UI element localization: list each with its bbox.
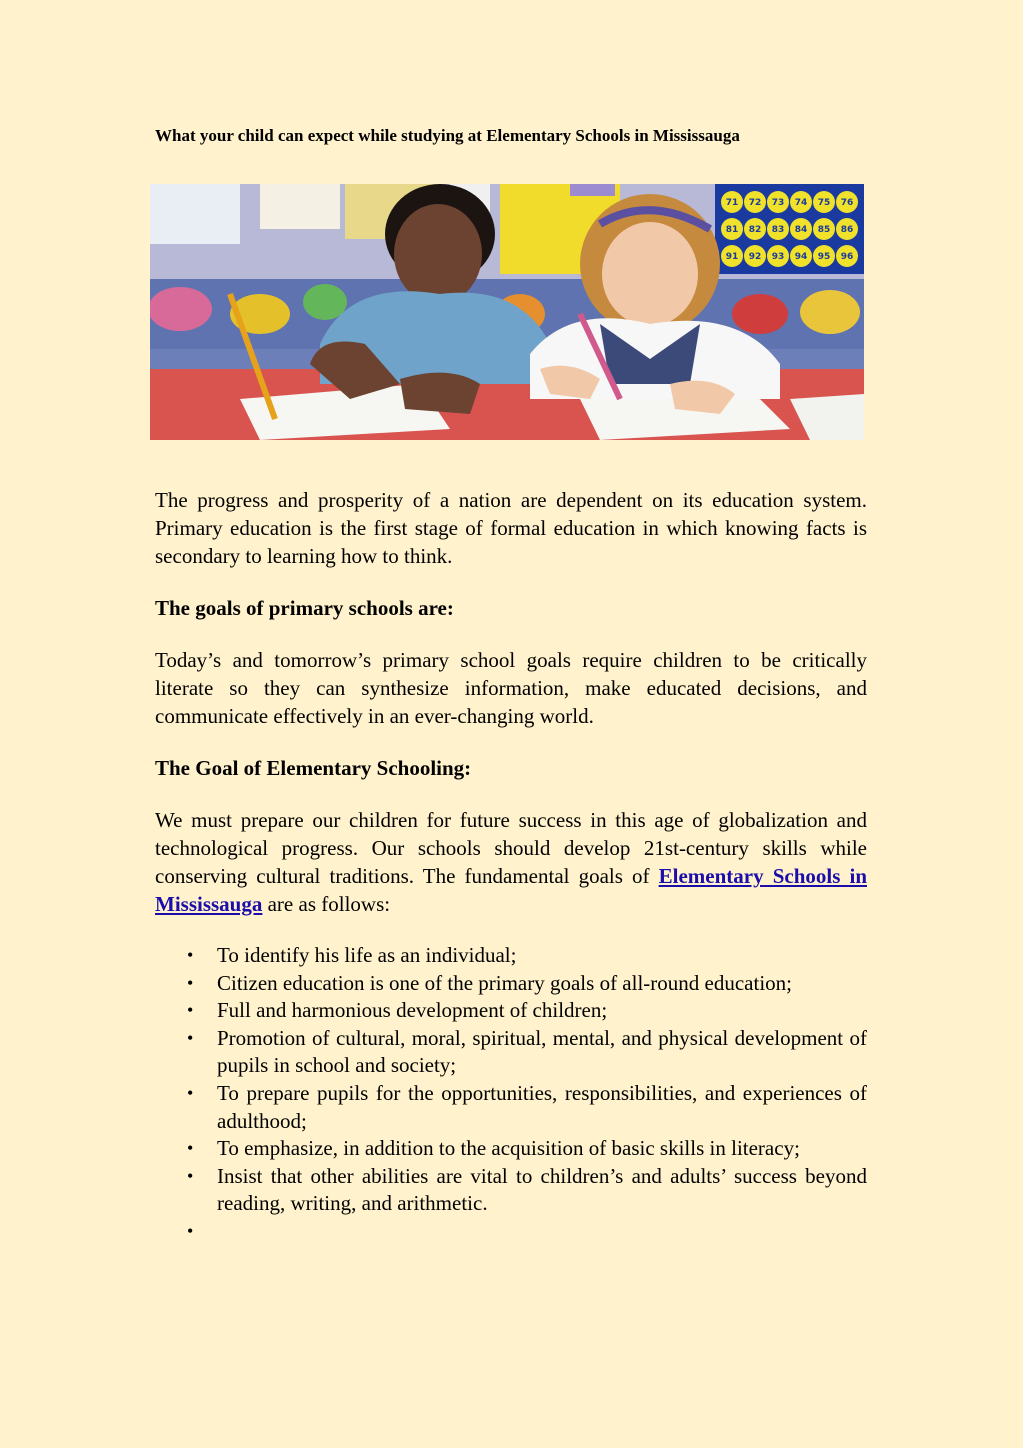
chart-number: 86 <box>840 225 854 235</box>
document-body <box>155 486 867 1246</box>
paragraph-text: We must prepare our children for future success in this age of globalization and technological progress. Our schools should develop 21st-century skills while conserving cultural traditions. The fundamental goals of <box>155 808 867 888</box>
chart-number: 94 <box>794 252 808 262</box>
goals-list <box>155 942 867 1246</box>
list-item: • Insist that other abilities are vital to children’s and adults’ success beyond reading, writing, and arithmetic. <box>217 1163 867 1218</box>
list-item: • Promotion of cultural, moral, spiritual, mental, and physical development of pupils in school and society; <box>217 1025 867 1080</box>
chart-number: 95 <box>817 252 831 262</box>
chart-number: 72 <box>748 198 762 208</box>
list-item: • Citizen education is one of the primary goals of all-round education; <box>217 970 867 998</box>
chart-number: 83 <box>771 225 785 235</box>
classroom-photo <box>150 184 864 440</box>
chart-number: 76 <box>840 198 854 208</box>
goals-paragraph: Today’s and tomorrow’s primary school goals require children to be critically literate so they can synthesize information, make educated decisions, and communicate effectively in an ever-changing world. <box>155 648 867 728</box>
chart-number: 91 <box>725 252 739 262</box>
chart-number: 96 <box>840 252 854 262</box>
chart-number: 82 <box>748 225 762 235</box>
chart-number: 73 <box>771 198 785 208</box>
elementary-paragraph <box>155 806 867 918</box>
intro-paragraph: The progress and prosperity of a nation are dependent on its education system. Primary education is the first stage of formal education in which knowing facts is secondary to learning how to think. <box>155 488 867 568</box>
elementary-schools-link[interactable]: Elementary Schools in Mississauga <box>155 864 867 916</box>
section-heading-elementary: The Goal of Elementary Schooling: <box>155 756 472 780</box>
chart-number: 84 <box>794 225 808 235</box>
paragraph-text: are as follows: <box>262 892 391 916</box>
chart-number: 93 <box>771 252 785 262</box>
list-item: • To prepare pupils for the opportunities, responsibilities, and experiences of adulthood; <box>217 1080 867 1135</box>
list-item: • To identify his life as an individual; <box>217 942 867 970</box>
chart-number: 81 <box>725 225 739 235</box>
document-title: What your child can expect while studying at Elementary Schools in Mississauga <box>155 126 740 145</box>
chart-number: 74 <box>794 198 808 208</box>
chart-number: 85 <box>817 225 831 235</box>
chart-number: 71 <box>725 198 739 208</box>
list-item <box>217 1218 867 1246</box>
section-heading-goals: The goals of primary schools are: <box>155 596 454 620</box>
list-item: • To emphasize, in addition to the acquisition of basic skills in literacy; <box>217 1135 867 1163</box>
list-item: • Full and harmonious development of children; <box>217 997 867 1025</box>
chart-number: 92 <box>748 252 762 262</box>
chart-number: 75 <box>817 198 831 208</box>
